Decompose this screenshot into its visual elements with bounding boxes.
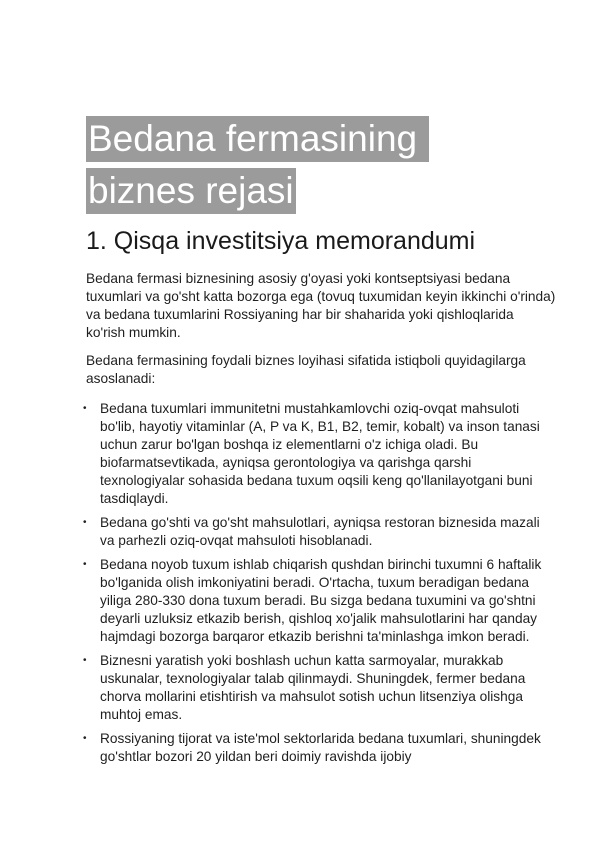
list-item-text: Bedana go'shti va go'sht mahsulotlari, ayniqsa restoran biznesida mazali va parhezli oziq-ovqat mahsuloti hisoblanadi. — [100, 515, 540, 548]
bullet-icon: • — [83, 733, 87, 744]
list-item — [83, 556, 556, 646]
bullet-icon: • — [83, 403, 87, 414]
document-title — [86, 116, 556, 220]
list-item — [83, 730, 556, 766]
list-item — [83, 400, 556, 508]
list-item-text: Bedana tuxumlari immunitetni mustahkamlovchi oziq-ovqat mahsuloti bo'lib, hayotiy vitaminlar (A, P va K, B1, B2, temir, kobalt) va inson tanasi uchun zarur bo'lgan boshqa iz elementlarni o'z ichiga oladi. Bu biofarmatsevtikada, ayniqsa gerontologiya va qarishga qarshi texnologiyalar sohasida bedana tuxum oqsili keng qo'llanilayotgani buni tasdiqlaydi. — [100, 401, 540, 506]
paragraph-1: Bedana fermasi biznesining asosiy g'oyasi yoki kontseptsiyasi bedana tuxumlari va go'sht katta bozorga ega (tovuq tuxumidan keyin ikkinchi o'rinda) va bedana tuxumlarini Rossiyaning har bir shaharida yoki qishloqlarida ko'rish mumkin. — [86, 271, 556, 340]
section-heading: 1. Qisqa investitsiya memorandumi — [86, 227, 476, 255]
bullet-icon: • — [83, 559, 87, 570]
list-item-text: Bedana noyob tuxum ishlab chiqarish qushdan birinchi tuxumni 6 haftalik bo'lganida olish imkoniyatini beradi. O'rtacha, tuxum beradigan bedana yiliga 280-330 dona tuxum beradi. Bu sizga bedana tuxumini va go'shtni deyarli uzluksiz etkazib berish, qishloq xo'jalik mahsulotlarini har qanday hajmdagi bozorga barqaror etkazib berishni ta'minlashga imkon beradi. — [100, 557, 542, 644]
paragraph-2: Bedana fermasining foydali biznes loyihasi sifatida istiqboli quyidagilarga asoslanadi: — [86, 353, 526, 386]
bullet-list — [83, 400, 556, 766]
list-item — [83, 514, 556, 550]
list-item-text: Rossiyaning tijorat va iste'mol sektorlarida bedana tuxumlari, shuningdek go'shtlar bozori 20 yildan beri doimiy ravishda ijobiy — [100, 731, 541, 764]
list-item — [83, 652, 556, 724]
title-line-2: biznes rejasi — [86, 168, 296, 214]
bullet-icon: • — [83, 517, 87, 528]
title-line-1: Bedana fermasining — [86, 116, 429, 162]
list-item-text: Biznesni yaratish yoki boshlash uchun katta sarmoyalar, murakkab uskunalar, texnologiyalar talab qilinmaydi. Shuningdek, fermer bedana chorva mollarini etishtirish va mahsulot sotish uchun litsenziya olishga muhtoj emas. — [100, 653, 526, 722]
document-page — [83, 116, 556, 772]
bullet-icon: • — [83, 655, 87, 666]
